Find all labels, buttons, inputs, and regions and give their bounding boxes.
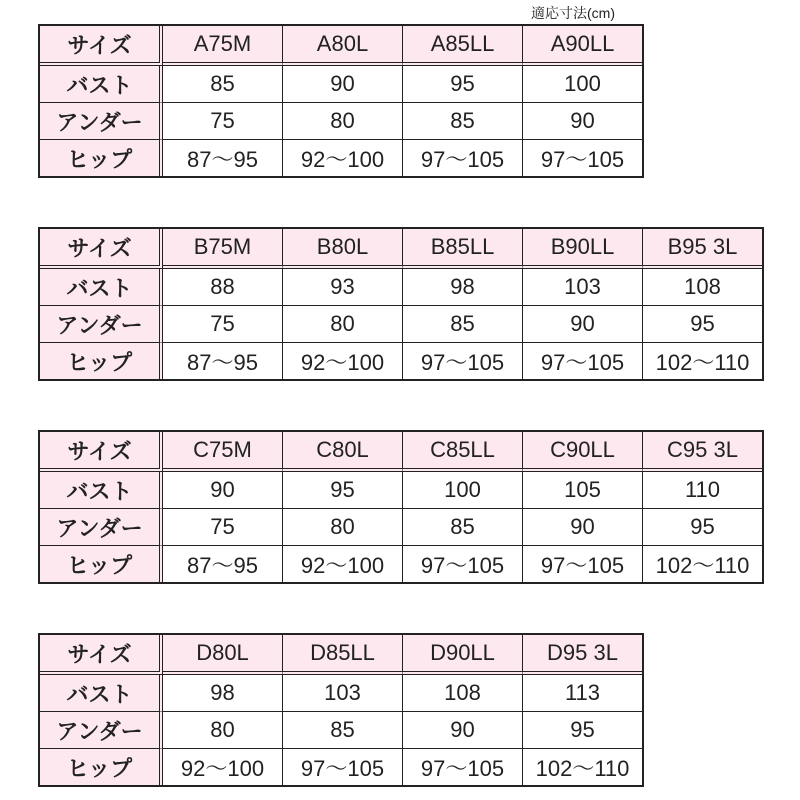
size-cell: D90LL (403, 635, 523, 675)
size-cell: A85LL (403, 26, 523, 66)
hip-row (40, 749, 642, 785)
size-row (40, 26, 642, 66)
size-cell: D80L (163, 635, 283, 675)
under-cell: 95 (643, 509, 762, 546)
hip-row (40, 140, 642, 176)
under-cell: 90 (523, 103, 642, 140)
hip-cell: 102〜110 (655, 349, 750, 375)
under-cell: 75 (163, 103, 283, 140)
under-label: アンダー (40, 712, 163, 749)
size-cell: B80L (283, 229, 403, 269)
hip-cell: 87〜95 (163, 343, 283, 379)
under-cell: 80 (283, 509, 403, 546)
size-table-d (38, 633, 644, 787)
hip-label: ヒップ (40, 546, 163, 582)
hip-cell: 92〜100 (283, 140, 403, 176)
hip-label: ヒップ (40, 343, 163, 379)
bust-label: バスト (40, 66, 163, 103)
hip-label: ヒップ (40, 140, 163, 176)
under-cell: 85 (403, 509, 523, 546)
bust-label: バスト (40, 269, 163, 306)
size-row (40, 229, 762, 269)
size-label: サイズ (40, 26, 163, 66)
under-cell: 85 (403, 306, 523, 343)
hip-cell: 102〜110 (655, 552, 750, 578)
size-cell: B90LL (523, 229, 643, 269)
under-label: アンダー (40, 509, 163, 546)
size-table-c (38, 430, 764, 584)
bust-cell: 93 (283, 269, 403, 306)
size-cell: B75M (163, 229, 283, 269)
bust-cell: 113 (523, 675, 642, 712)
size-label: サイズ (40, 635, 163, 675)
bust-row (40, 66, 642, 103)
bust-cell: 95 (283, 472, 403, 509)
bust-cell: 103 (523, 269, 643, 306)
bust-cell: 100 (523, 66, 642, 103)
size-label: サイズ (40, 432, 163, 472)
size-row (40, 432, 762, 472)
bust-row (40, 269, 762, 306)
under-row (40, 306, 762, 343)
under-cell: 80 (283, 306, 403, 343)
bust-cell: 103 (283, 675, 403, 712)
bust-label: バスト (40, 675, 163, 712)
size-cell: C80L (283, 432, 403, 472)
hip-cell: 97〜105 (283, 749, 403, 785)
size-cell: B95 3L (643, 229, 762, 269)
under-cell: 85 (283, 712, 403, 749)
hip-cell: 87〜95 (163, 140, 283, 176)
hip-cell: 97〜105 (403, 140, 523, 176)
size-table-b (38, 227, 764, 381)
under-cell: 85 (403, 103, 523, 140)
hip-row (40, 546, 762, 582)
bust-cell: 100 (403, 472, 523, 509)
hip-row (40, 343, 762, 379)
under-cell: 90 (403, 712, 523, 749)
size-table-a (38, 24, 644, 178)
under-cell: 95 (643, 306, 762, 343)
size-cell: C75M (163, 432, 283, 472)
size-cell: C90LL (523, 432, 643, 472)
size-cell: C95 3L (643, 432, 762, 472)
size-cell: C85LL (403, 432, 523, 472)
bust-cell: 105 (523, 472, 643, 509)
under-cell: 80 (163, 712, 283, 749)
hip-cell: 92〜100 (283, 343, 403, 379)
size-cell: A75M (163, 26, 283, 66)
under-cell: 75 (163, 306, 283, 343)
hip-cell: 97〜105 (540, 146, 625, 172)
bust-cell: 85 (163, 66, 283, 103)
under-cell: 90 (523, 306, 643, 343)
bust-cell: 110 (643, 472, 762, 509)
bust-row (40, 675, 642, 712)
under-cell: 80 (283, 103, 403, 140)
under-label: アンダー (40, 103, 163, 140)
bust-cell: 98 (403, 269, 523, 306)
hip-cell: 97〜105 (403, 546, 523, 582)
bust-cell: 90 (163, 472, 283, 509)
size-label: サイズ (40, 229, 163, 269)
hip-cell: 97〜105 (403, 749, 523, 785)
under-row (40, 509, 762, 546)
bust-row (40, 472, 762, 509)
bust-cell: 95 (403, 66, 523, 103)
unit-note: 適応寸法(cm) (531, 5, 615, 21)
hip-cell: 97〜105 (403, 343, 523, 379)
under-cell: 75 (163, 509, 283, 546)
bust-cell: 88 (163, 269, 283, 306)
size-cell: A90LL (523, 26, 642, 66)
under-label: アンダー (40, 306, 163, 343)
hip-cell: 97〜105 (523, 343, 643, 379)
bust-cell: 90 (283, 66, 403, 103)
hip-cell: 102〜110 (535, 755, 630, 781)
size-cell: D85LL (283, 635, 403, 675)
hip-cell: 92〜100 (283, 546, 403, 582)
under-row (40, 103, 642, 140)
under-cell: 95 (523, 712, 642, 749)
under-cell: 90 (523, 509, 643, 546)
hip-cell: 92〜100 (163, 749, 283, 785)
bust-cell: 108 (403, 675, 523, 712)
bust-cell: 98 (163, 675, 283, 712)
hip-label: ヒップ (40, 749, 163, 785)
under-row (40, 712, 642, 749)
hip-cell: 87〜95 (163, 546, 283, 582)
size-cell: A80L (283, 26, 403, 66)
size-cell: D95 3L (523, 635, 642, 675)
size-cell: B85LL (403, 229, 523, 269)
size-row (40, 635, 642, 675)
bust-label: バスト (40, 472, 163, 509)
hip-cell: 97〜105 (523, 546, 643, 582)
bust-cell: 108 (643, 269, 762, 306)
